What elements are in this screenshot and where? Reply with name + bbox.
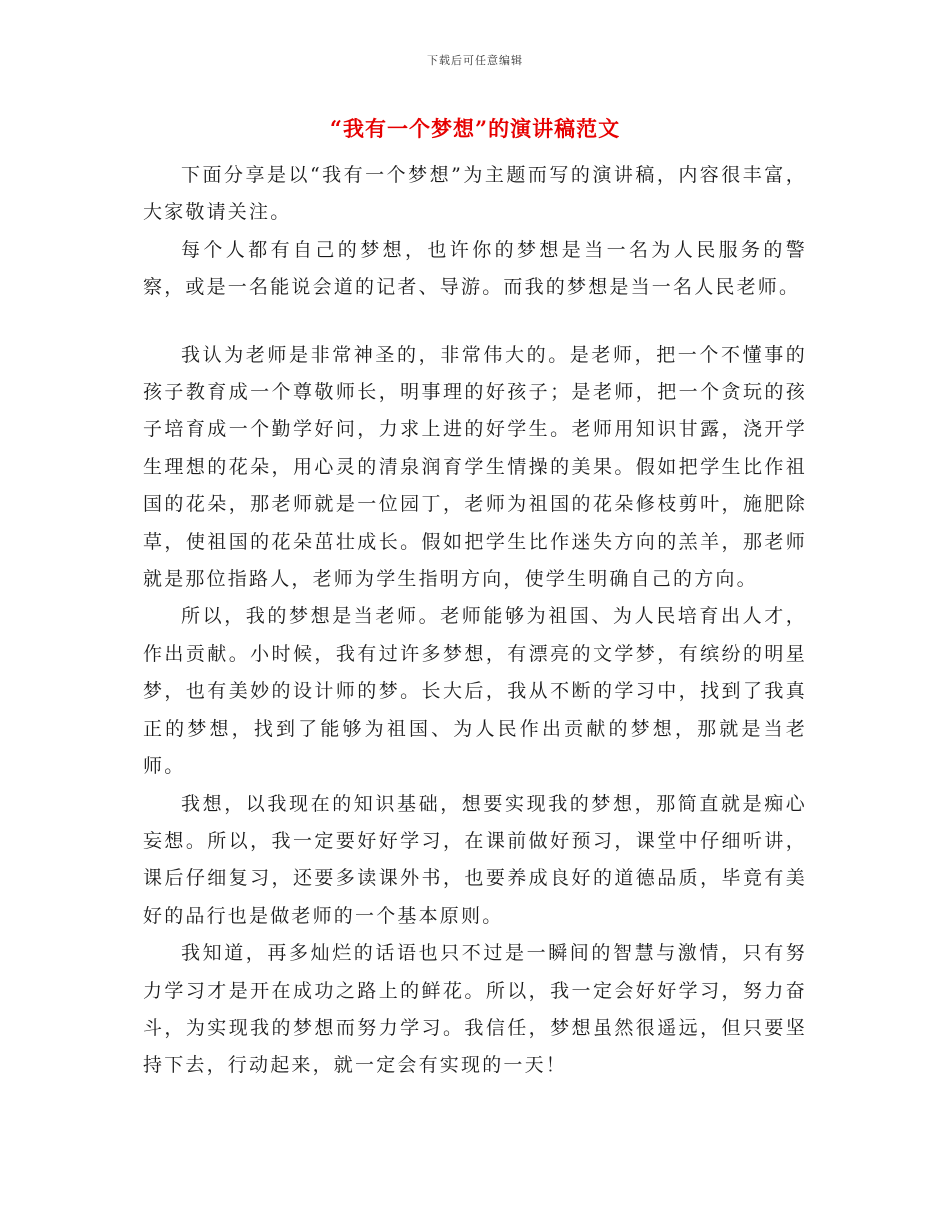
paragraph-dream-teacher: 所以，我的梦想是当老师。老师能够为祖国、为人民培育出人才，作出贡献。小时候，我有过许多梦想，有漂亮的文学梦，有缤纷的明星梦，也有美妙的设计师的梦。长大后，我从不断的学习中，找到了我真正的梦想，找到了能够为祖国、为人民作出贡献的梦想，那就是当老师。 [143, 605, 807, 778]
document-title: “我有一个梦想”的演讲稿范文 [329, 116, 621, 141]
header-note: 下载后可任意编辑 [427, 54, 523, 67]
paragraph-conclusion: 我知道，再多灿烂的话语也只不过是一瞬间的智慧与激情，只有努力学习才是开在成功之路上的鲜花。所以，我一定会好好学习，努力奋斗，为实现我的梦想而努力学习。我信任，梦想虽然很遥远，但只要坚持下去，行动起来，就一定会有实现的一天！ [143, 942, 807, 1077]
paragraph-dreams: 每个人都有自己的梦想，也许你的梦想是当一名为人民服务的警察，或是一名能说会道的记者、导游。而我的梦想是当一名人民老师。 [143, 238, 807, 299]
paragraph-spacer [143, 307, 807, 337]
paragraph-teacher: 我认为老师是非常神圣的，非常伟大的。是老师，把一个不懂事的孩子教育成一个尊敬师长，明事理的好孩子；是老师，把一个贪玩的孩子培育成一个勤学好问，力求上进的好学生。老师用知识甘露，浇开学生理想的花朵，用心灵的清泉润育学生情操的美果。假如把学生比作祖国的花朵，那老师就是一位园丁，老师为祖国的花朵修枝剪叶，施肥除草，使祖国的花朵茁壮成长。假如把学生比作迷失方向的羔羊，那老师就是那位指路人，老师为学生指明方向，使学生明确自己的方向。 [143, 343, 807, 591]
paragraph-study: 我想，以我现在的知识基础，想要实现我的梦想，那简直就是痴心妄想。所以，我一定要好好学习，在课前做好预习，课堂中仔细听讲，课后仔细复习，还要多读课外书，也要养成良好的道德品质，毕竟有美好的品行也是做老师的一个基本原则。 [143, 792, 807, 927]
document-body [143, 157, 807, 1085]
paragraph-intro: 下面分享是以“我有一个梦想”为主题而写的演讲稿，内容很丰富，大家敬请关注。 [143, 164, 807, 224]
